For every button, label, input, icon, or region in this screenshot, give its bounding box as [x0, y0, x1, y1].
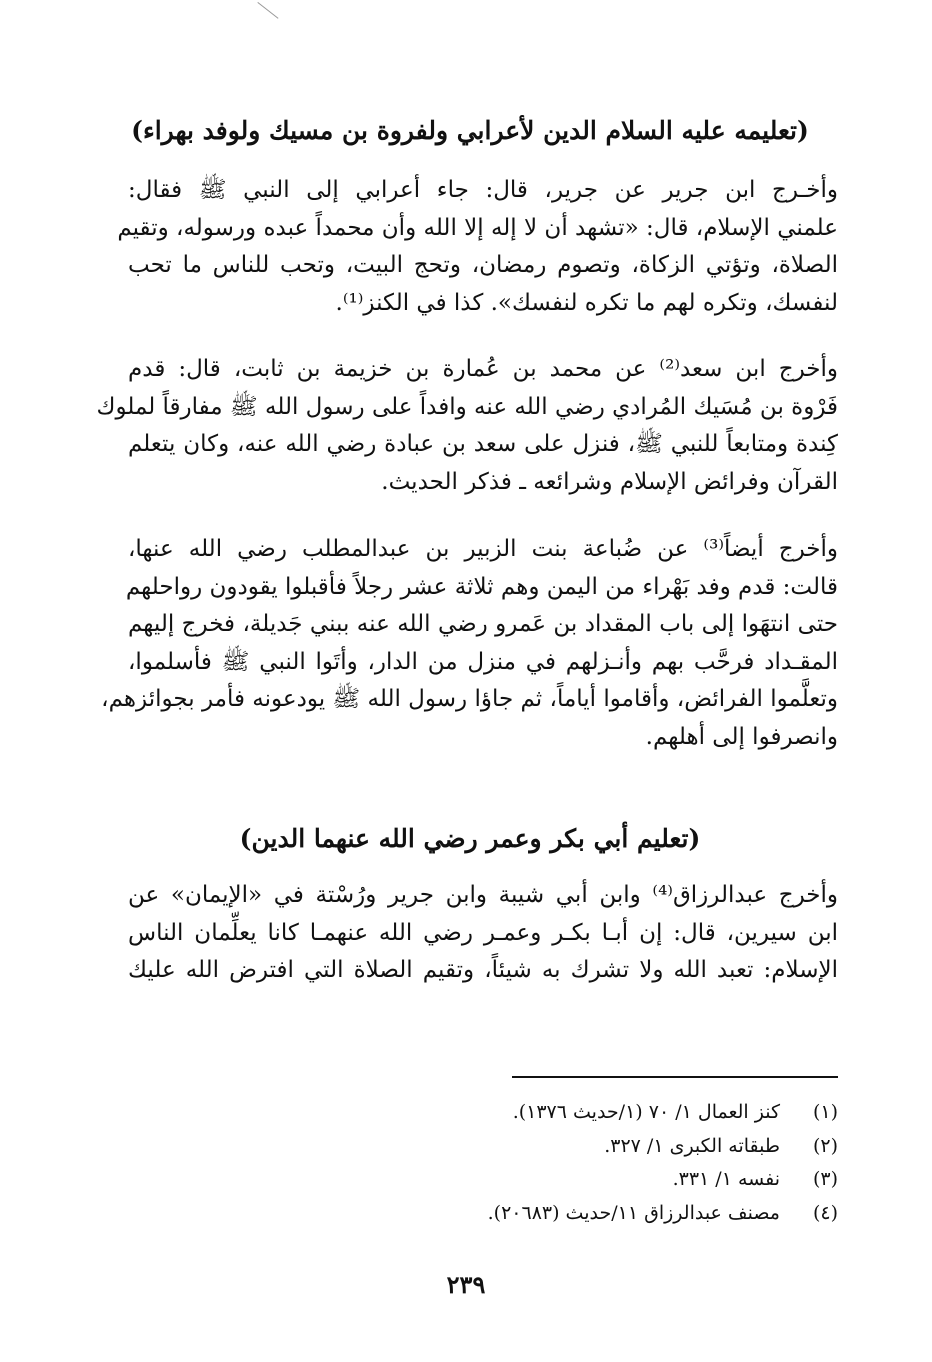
- paragraph-line: وأخرج أيضاً⁽³⁾ عن ضُباعة بنت الزبير بن عبدالمطلب رضي الله عنها،: [128, 536, 838, 562]
- footnote-3: [300, 1163, 838, 1197]
- footnotes: [300, 1096, 838, 1230]
- paragraph-line: لنفسك، وتكره لهم ما تكره لنفسك». كذا في الكنز⁽¹⁾.: [335, 289, 838, 316]
- paragraph-line: وأخـرج ابن جرير عن جرير، قال: جاء أعرابي إلى النبي ﷺ فقال:: [128, 177, 838, 203]
- footnote-4: [300, 1197, 838, 1231]
- footnote-separator: [512, 1076, 838, 1078]
- paragraph-line: وأخرج عبدالرزاق⁽⁴⁾ وابن أبي شيبة وابن جرير ورُسْتة في «الإيمان» عن: [128, 882, 839, 908]
- paragraph-line: وأخرج ابن سعد⁽²⁾ عن محمد بن عُمارة بن خزيمة بن ثابت، قال: قدم: [128, 356, 838, 382]
- paragraph-3: [101, 531, 838, 756]
- scan-mark: [257, 2, 278, 19]
- paragraph-line: قالت: قدم وفد بَهْراء من اليمن وهم ثلاثة عشر رجلاً فأقبلوا يقودون رواحلهم: [125, 573, 838, 600]
- footnote-number: (١): [812, 1101, 838, 1123]
- footnote-number: (٤): [812, 1201, 838, 1224]
- footnote-number: (٣): [812, 1168, 838, 1190]
- paragraph-2: [96, 351, 838, 501]
- footnote-text: نفسه ١/ ٣٣١.: [672, 1168, 780, 1190]
- paragraph-line: ابن سيرين، قال: إن أبـا بكـر وعمـر رضي الله عنهمـا كانا يعلِّمان الناس: [128, 919, 838, 946]
- paragraph-line: وانصرفوا إلى أهلهم.: [645, 723, 838, 750]
- paragraph-line: حتى انتهَوا إلى باب المقداد بن عَمرو رضي الله عنه ببني جَديلة، فخرج إليهم: [128, 611, 838, 637]
- section-heading-1: (تعليمه عليه السلام الدين لأعرابي ولفروة بن مسيك ولوفد بهراء): [131, 116, 809, 145]
- footnote-2: [300, 1130, 838, 1164]
- paragraph-line: الصلاة، وتؤتي الزكاة، وتصوم رمضان، وتحج البيت، وتحب للناس ما تحب: [128, 252, 838, 278]
- paragraph-line: كِندة ومتابعاً للنبي ﷺ، فنزل على سعد بن عبادة رضي الله عنه، وكان يتعلم: [128, 431, 838, 457]
- footnote-number: (٢): [812, 1134, 838, 1157]
- paragraph-line: القرآن وفرائض الإسلام وشرائعه ـ فذكر الحديث.: [381, 468, 838, 495]
- paragraph-line: المقـداد فرحَّب بهم وأنـزلهم في منزل من الدار، وأتَوا النبي ﷺ فأسلموا،: [128, 648, 838, 675]
- paragraph-line: فَرْوة بن مُسَيك المُرادي رضي الله عنه وافداً على رسول الله ﷺ مفارقاً لملوك: [96, 393, 838, 420]
- footnote-text: مصنف عبدالرزاق ١١/حديث (٢٠٦٨٣).: [487, 1201, 780, 1224]
- section-heading-2: (تعليم أبي بكر وعمر رضي الله عنهما الدين): [239, 824, 701, 853]
- footnote-text: طبقاته الكبرى ١/ ٣٢٧.: [604, 1134, 780, 1157]
- paragraph-line: وتعلَّموا الفرائض، وأقاموا أياماً، ثم جاؤا رسول الله ﷺ يودعونه فأمر بجوائزهم،: [101, 686, 838, 712]
- paragraph-1: [117, 172, 838, 322]
- footnote-text: كنز العمال ١/ ٧٠ (١/حديث ١٣٧٦).: [512, 1101, 780, 1123]
- footnote-1: [300, 1096, 838, 1130]
- paragraph-4: [128, 877, 838, 990]
- paragraph-line: الإسلام: تعبد الله ولا تشرك به شيئاً، وتقيم الصلاة التي افترض الله عليك: [128, 957, 838, 983]
- page-number: ٢٣٩: [446, 1270, 486, 1299]
- paragraph-line: علمني الإسلام، قال: «تشهد أن لا إله إلا الله وأن محمداً عبده ورسوله، وتقيم: [117, 214, 838, 241]
